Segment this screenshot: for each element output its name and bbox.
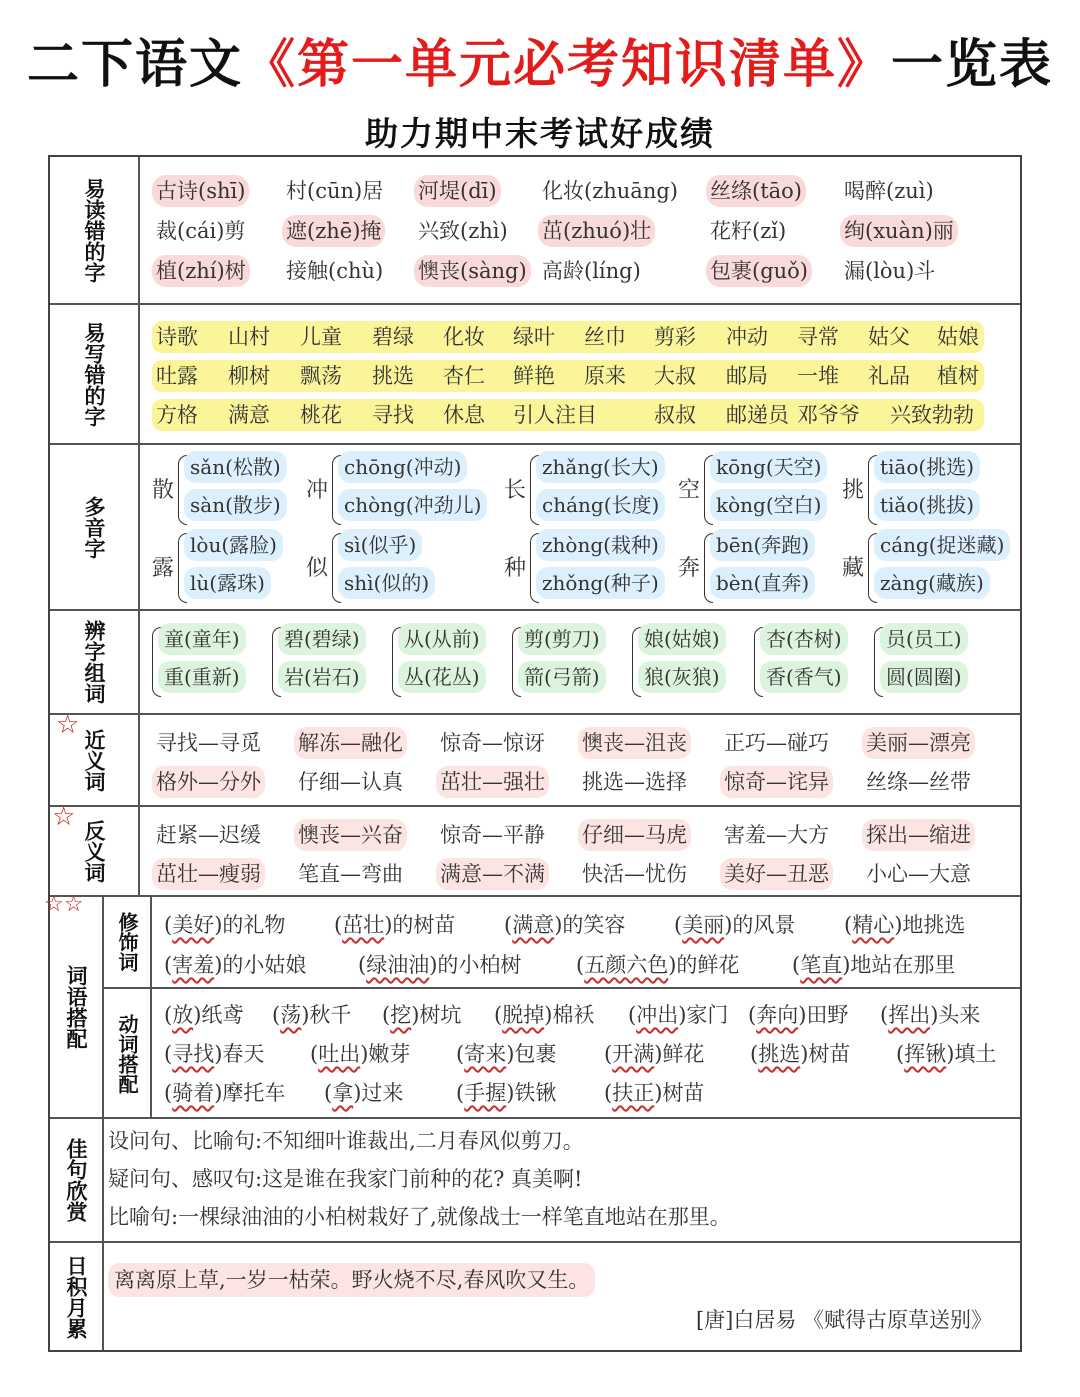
yixie-word: 姑娘 [937,325,979,349]
yixie-word: 儿童 [300,325,342,349]
section-label-jiaju: 佳句欣赏 [50,1119,104,1241]
collocation-keyword: 拿 [332,1081,354,1105]
sentence-line [108,1125,584,1157]
jinyi-pair: 仔细—认真 [298,770,403,794]
collocation-keyword: 害羞 [172,953,215,977]
polyphone-reading: sàn(散步) [184,489,287,521]
collocation-keyword: 挑选 [758,1042,801,1066]
collocation-item: (挥锹)填土 [896,1042,997,1066]
yixie-word: 一堆 [797,364,839,388]
yidu-item: 化妆(zhuāng) [542,179,678,203]
collocation-rest: 田野 [806,1003,849,1027]
fanyi-pair: 仔细—马虎 [578,819,691,851]
jinyi-pair: 茁壮—强壮 [436,766,549,798]
collocation-keyword: 扶正 [612,1081,655,1105]
collocation-keyword: 骑着 [172,1081,215,1105]
collocation-rest: 的礼物 [222,913,286,937]
char-pair-word: 箭(弓箭) [518,661,606,693]
polyphone-char: 长 [504,478,527,503]
polyphone-reading: lòu(露脸) [184,529,283,561]
jinyi-pair: 惊奇—惊讶 [440,731,545,755]
collocation-keyword: 脱掉 [502,1003,545,1027]
polyphone-reading: cáng(捉迷藏) [874,529,1010,561]
yidu-item: 花籽(zǐ) [710,219,787,243]
sentence-type: 疑问句、感叹句: [108,1167,263,1191]
yixie-line [152,360,984,392]
sentence-text: 不知细叶谁裁出,二月春风似剪刀。 [262,1129,584,1153]
polyphone-char: 奔 [678,556,701,581]
collocation-rest: 的笑容 [562,913,626,937]
sublabel-dongci: 动词搭配 [104,989,152,1119]
polyphone-reading: kōng(天空) [710,451,827,483]
yixie-word: 方格 [156,403,198,427]
collocation-rest: 铁锹 [514,1081,557,1105]
section-fanyi [50,807,1020,897]
collocation-keyword: 五颜六色 [584,953,669,977]
collocation-keyword: 满意 [512,913,555,937]
collocation-rest: 地挑选 [902,913,966,937]
collocation-item: (开满)鲜花 [604,1042,705,1066]
collocation-item: (手握)铁锹 [456,1081,557,1105]
polyphone-reading: shì(似的) [338,567,435,599]
collocation-item: (挥出)头来 [880,1003,981,1027]
collocation-keyword: 精心 [852,913,895,937]
collocation-item: (拿)过来 [324,1081,404,1105]
section-jinyi [50,715,1020,807]
yixie-word: 绿叶 [513,325,555,349]
sublabel-xiushi: 修饰词 [104,897,152,987]
fanyi-pair: 小心—大意 [866,862,971,886]
polyphone-reading: bèn(直奔) [710,567,815,599]
yidu-item: 漏(lòu)斗 [844,259,936,283]
char-pair-word: 碧(碧绿) [278,623,366,655]
yixie-word: 寻常 [797,325,839,349]
polyphone-reading: zhǎng(长大) [536,451,665,483]
collocation-rest: 的小姑娘 [222,953,307,977]
sentence-type: 设问句、比喻句: [108,1129,263,1153]
collocation-item: (满意)的笑容 [504,913,626,937]
polyphone-reading: kòng(空白) [710,489,827,521]
collocation-rest: 树苗 [662,1081,705,1105]
collocation-rest: 纸鸢 [201,1003,244,1027]
polyphone-char: 露 [152,556,175,581]
yixie-word: 山村 [228,325,270,349]
char-pair-word: 杏(杏树) [760,623,848,655]
collocation-keyword: 绿油油 [366,953,430,977]
section-label-jinyi: 近义词 [50,715,140,805]
collocation-rest: 的树苗 [392,913,456,937]
collocation-item: (放)纸鸢 [164,1003,244,1027]
collocation-rest: 家门 [686,1003,729,1027]
star-icon: ☆ [52,802,76,832]
char-pair-word: 剪(剪刀) [518,623,606,655]
section-label-fanyi: 反义词 [50,807,140,895]
collocation-rest: 鲜花 [662,1042,705,1066]
yidu-item: 茁(zhuó)壮 [538,215,655,247]
section-yidu [50,157,1020,305]
polyphone-char: 挑 [842,478,865,503]
collocation-keyword: 奔向 [756,1003,799,1027]
fanyi-pair: 美好—丑恶 [720,858,833,890]
collocation-keyword: 茁壮 [342,913,385,937]
yidu-item: 植(zhí)树 [152,255,250,287]
collocation-item: (寄来)包裹 [456,1042,557,1066]
jinyi-pair: 惊奇—诧异 [720,766,833,798]
collocation-rest: 棉袄 [552,1003,595,1027]
yixie-word: 吐露 [156,364,198,388]
polyphone-reading: zàng(藏族) [874,567,990,599]
collocation-rest: 秋千 [309,1003,352,1027]
char-pair-word: 狼(灰狼) [638,661,726,693]
knowledge-table [48,155,1022,1352]
yidu-item: 喝醉(zuì) [844,179,934,203]
yixie-word: 邮递员 [726,403,789,427]
jinyi-pair: 丝绦—丝带 [866,770,971,794]
collocation-rest: 春天 [222,1042,265,1066]
jinyi-pair: 寻找—寻觅 [156,731,261,755]
yixie-word: 姑父 [868,325,910,349]
polyphone-char: 冲 [306,478,329,503]
collocation-rest: 包裹 [514,1042,557,1066]
collocation-item: (骑着)摩托车 [164,1081,286,1105]
jinyi-pair: 正巧—碰巧 [724,731,829,755]
collocation-item: (荡)秋千 [272,1003,352,1027]
collocation-item: (寻找)春天 [164,1042,265,1066]
polyphone-char: 空 [678,478,701,503]
collocation-keyword: 荡 [280,1003,302,1027]
collocation-item: (笔直)地站在那里 [792,953,956,977]
section-rijilei [50,1243,1020,1350]
yixie-word: 引人注目 [513,403,597,427]
polyphone-reading: chōng(冲动) [338,451,467,483]
section-yixie [50,305,1020,445]
collocation-keyword: 寻找 [172,1042,215,1066]
fanyi-pair: 害羞—大方 [724,823,829,847]
polyphone-reading: cháng(长度) [536,489,665,521]
yixie-word: 剪彩 [654,325,696,349]
yixie-word: 邮局 [726,364,768,388]
collocation-keyword: 笔直 [800,953,843,977]
yidu-item: 包裹(guǒ) [706,255,812,287]
collocation-rest: 的小柏树 [437,953,522,977]
section-dapei [50,897,1020,1119]
sentence-text: 这是谁在我家门前种的花? 真美啊! [262,1167,583,1191]
char-pair-word: 丛(花丛) [398,661,486,693]
section-duoyin [50,445,1020,611]
char-pair-word: 童(童年) [158,623,246,655]
collocation-keyword: 挖 [390,1003,412,1027]
page-subtitle: 助力期中末考试好成绩 [365,114,715,153]
section-label-rijilei: 日积月累 [50,1243,104,1350]
yixie-word: 诗歌 [156,325,198,349]
collocation-keyword: 美丽 [682,913,725,937]
polyphone-reading: bēn(奔跑) [710,529,815,561]
collocation-item: (挑选)树苗 [750,1042,851,1066]
yixie-word: 满意 [228,403,270,427]
char-pair-word: 从(从前) [398,623,486,655]
collocation-item: (美好)的礼物 [164,913,286,937]
collocation-rest: 的鲜花 [676,953,740,977]
yixie-word: 大叔 [654,364,696,388]
yidu-item: 丝绦(tāo) [706,175,806,207]
yixie-word: 寻找 [372,403,414,427]
collocation-keyword: 挥锹 [904,1042,947,1066]
collocation-rest: 的风景 [732,913,796,937]
yidu-item: 裁(cái)剪 [156,219,246,243]
poem-source: [唐]白居易 《赋得古原草送别》 [695,1308,992,1332]
char-pair-word: 重(重新) [158,661,246,693]
polyphone-reading: zhòng(栽种) [536,529,665,561]
fanyi-pair: 快活—忧伤 [582,862,687,886]
polyphone-reading: chòng(冲劲儿) [338,489,487,521]
yixie-line [152,321,984,353]
subsection-dongci [104,989,1020,1119]
fanyi-pair: 笔直—弯曲 [298,862,403,886]
collocation-keyword: 寄来 [464,1042,507,1066]
yixie-word: 礼品 [868,364,910,388]
section-jiaju [50,1119,1020,1243]
yixie-word: 挑选 [372,364,414,388]
collocation-item: (绿油油)的小柏树 [358,953,522,977]
yidu-item: 村(cūn)居 [286,179,384,203]
yixie-word: 原来 [584,364,626,388]
yidu-item: 兴致(zhì) [418,219,508,243]
collocation-item: (扶正)树苗 [604,1081,705,1105]
collocation-keyword: 开满 [612,1042,655,1066]
yixie-word: 鲜艳 [513,364,555,388]
fanyi-pair: 满意—不满 [436,858,549,890]
jinyi-pair: 懊丧—沮丧 [578,727,691,759]
section-label-duoyin: 多音字 [50,445,140,609]
yixie-word: 飘荡 [300,364,342,388]
yixie-line [152,399,984,431]
collocation-keyword: 美好 [172,913,215,937]
yidu-item: 古诗(shī) [152,175,249,207]
section-label-dapei: 词语搭配 [50,897,104,1117]
fanyi-pair: 探出—缩进 [862,819,975,851]
collocation-rest: 树苗 [808,1042,851,1066]
polyphone-char: 种 [504,556,527,581]
collocation-rest: 头来 [938,1003,981,1027]
yidu-item: 遮(zhē)掩 [282,215,385,247]
yidu-item: 懊丧(sàng) [414,255,531,287]
collocation-item: (冲出)家门 [628,1003,729,1027]
fanyi-pair: 懊丧—兴奋 [294,819,407,851]
section-label-yixie: 易写错的字 [50,305,140,443]
yixie-word: 植树 [937,364,979,388]
char-pair-word: 岩(岩石) [278,661,366,693]
polyphone-char: 散 [152,478,175,503]
yidu-item: 绚(xuàn)丽 [840,215,958,247]
yixie-word: 邓爷爷 [797,403,860,427]
polyphone-char: 似 [306,556,329,581]
sentence-line [108,1163,582,1195]
fanyi-pair: 茁壮—瘦弱 [152,858,265,890]
jinyi-pair: 解冻—融化 [294,727,407,759]
char-pair-word: 香(香气) [760,661,848,693]
collocation-rest: 填土 [954,1042,997,1066]
yixie-word: 杏仁 [443,364,485,388]
yidu-item: 河堤(dī) [414,175,501,207]
polyphone-reading: sì(似乎) [338,529,422,561]
star-icon: ☆☆ [44,892,84,917]
collocation-rest: 嫩芽 [368,1042,411,1066]
collocation-keyword: 放 [172,1003,194,1027]
collocation-rest: 摩托车 [222,1081,286,1105]
page-title: 二下语文《第一单元必考知识清单》一览表 [26,35,1054,95]
collocation-item: (脱掉)棉袄 [494,1003,595,1027]
char-pair-word: 娘(姑娘) [638,623,726,655]
collocation-rest: 地站在那里 [850,953,956,977]
star-icon: ☆ [56,710,80,740]
jinyi-pair: 格外—分外 [152,766,265,798]
polyphone-reading: sǎn(松散) [184,451,287,483]
polyphone-char: 藏 [842,556,865,581]
yixie-word: 化妆 [443,325,485,349]
fanyi-pair: 赶紧—迟缓 [156,823,261,847]
collocation-keyword: 吐出 [318,1042,361,1066]
char-pair-word: 圆(圆圈) [880,661,968,693]
collocation-rest: 树坑 [419,1003,462,1027]
collocation-item: (吐出)嫩芽 [310,1042,411,1066]
yixie-word: 休息 [443,403,485,427]
yidu-item: 接触(chù) [286,259,384,283]
fanyi-pair: 惊奇—平静 [440,823,545,847]
poem-text: 离离原上草,一岁一枯荣。野火烧不尽,春风吹又生。 [108,1263,595,1297]
collocation-item: (茁壮)的树苗 [334,913,456,937]
section-label-bianzi: 辨字组词 [50,611,140,713]
yixie-word: 冲动 [726,325,768,349]
collocation-item: (挖)树坑 [382,1003,462,1027]
sentence-text: 一棵绿油油的小柏树栽好了,就像战士一样笔直地站在那里。 [178,1205,731,1229]
polyphone-reading: zhǒng(种子) [536,567,665,599]
collocation-item: (害羞)的小姑娘 [164,953,307,977]
polyphone-reading: tiǎo(挑拔) [874,489,980,521]
jinyi-pair: 美丽—漂亮 [862,727,975,759]
yixie-word: 碧绿 [372,325,414,349]
collocation-item: (五颜六色)的鲜花 [576,953,740,977]
collocation-item: (美丽)的风景 [674,913,796,937]
section-bianzi [50,611,1020,715]
yixie-word: 桃花 [300,403,342,427]
collocation-keyword: 冲出 [636,1003,679,1027]
yixie-word: 丝巾 [584,325,626,349]
yidu-item: 高龄(líng) [542,259,641,283]
collocation-keyword: 挥出 [888,1003,931,1027]
polyphone-reading: tiāo(挑选) [874,451,980,483]
polyphone-reading: lù(露珠) [184,567,271,599]
collocation-rest: 过来 [361,1081,404,1105]
yixie-word: 叔叔 [654,403,696,427]
collocation-keyword: 手握 [464,1081,507,1105]
jinyi-pair: 挑选—选择 [582,770,687,794]
collocation-item: (奔向)田野 [748,1003,849,1027]
section-label-yidu: 易读错的字 [50,157,140,303]
yixie-word: 兴致勃勃 [890,403,974,427]
yixie-word: 柳树 [228,364,270,388]
sentence-type: 比喻句: [108,1205,179,1229]
sentence-line [108,1201,731,1233]
collocation-item: (精心)地挑选 [844,913,966,937]
char-pair-word: 员(员工) [880,623,968,655]
subsection-xiushi [104,897,1020,989]
